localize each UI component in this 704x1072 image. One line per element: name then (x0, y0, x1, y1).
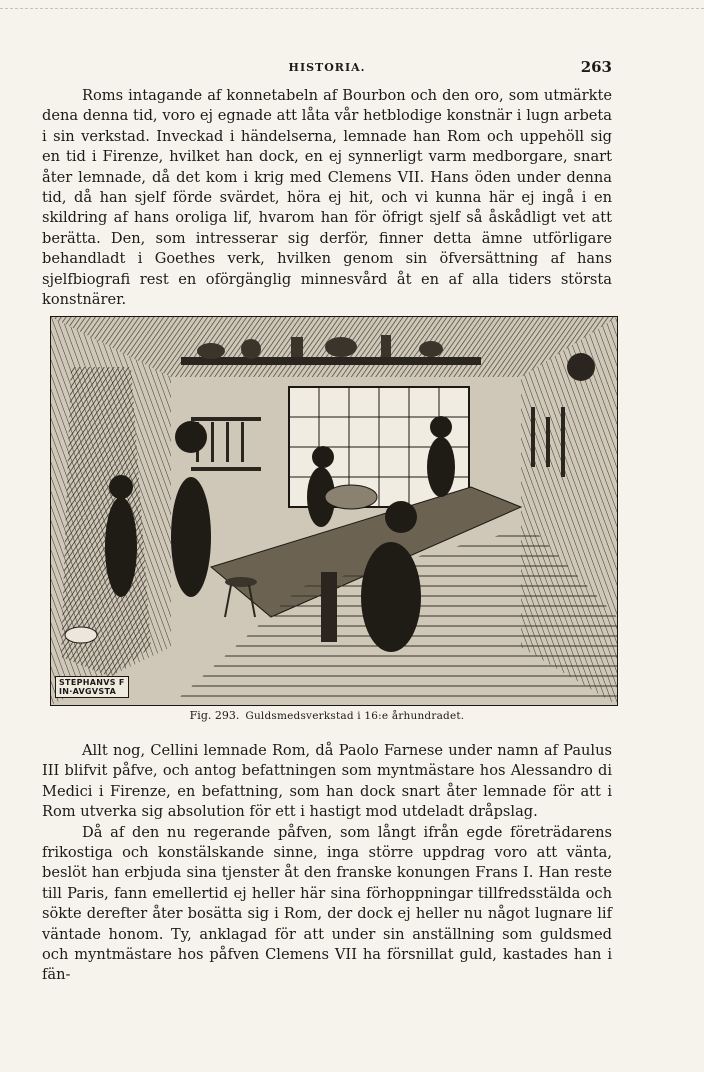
anvil (321, 572, 337, 642)
text-block-bottom (42, 741, 612, 986)
engraver-signature: STEPHANVS F IN·AVGVSTA (55, 676, 129, 698)
workshop-engraving (51, 317, 617, 705)
paragraph: Allt nog, Cellini lemnade Rom, då Paolo Farnese under namn af Paulus III blifvit påfve, och antog befattningen som myntmästare hos Alessandro di Medici i Firenze, en befattning, som han dock snart åter lemnade för att i Rom utverka sig absolution för ett i hastigt mod utdeladt dråpslag. (42, 742, 612, 821)
page-top-rule (0, 8, 704, 9)
page-number: 263 (580, 58, 612, 76)
running-header (42, 58, 612, 80)
basin (65, 627, 97, 643)
engraving-illustration (50, 316, 618, 706)
running-title: HISTORIA. (288, 61, 366, 74)
paragraph: Då af den nu regerande påfven, som långt ifrån egde företrädarens frikostiga och konstälskande sinne, inga större uppdrag voro att vänta, beslöt han erbjuda sina tjenster åt den franske konungen Frans I. Han reste till Paris, fann emellertid ej heller här sina förhoppningar tillfredsstälda och sökte derefter åter bosätta sig i Rom, der dock ej heller nu något lugnare lif väntade honom. Ty, anklagad för att under sin anställning som guldsmed och myntmästare hos påfven Clemens VII ha försnillat guld, kastades han i fän- (42, 823, 612, 984)
figure-number: Fig. 293. (189, 709, 240, 722)
text-block-top (42, 86, 612, 310)
stool (225, 577, 257, 587)
figure-caption-text: Guldsmedsverkstad i 16:e århundradet. (245, 710, 465, 722)
figure-caption (42, 709, 612, 722)
paragraph: Roms intagande af konnetabeln af Bourbon och den oro, som utmärkte dena denna tid, voro ej egnade att låta vår hetblodige konstnär i lugn arbeta i sin verkstad. Inveckad i händelserna, lemnade han Rom och uppehöll sig en tid i Firenze, hvilket han dock, en ej synnerligt varm medborgare, snart åter lemnade, då det kom i krig med Clemens VII. Hans öden under denna tid, då han sjelf förde svärdet, höra ej hit, och vi kunna här ej ingå i en skildring af hans oroliga lif, hvarom han för öfrigt sjelf så åskådligt vet att berätta. Den, som intresserar sig derför, finner detta ämne utförligare behandladt i Goethes verk, hvilken genom sin öfversättning af hans sjelfbiografi rest en oförgänglig minnesvård åt en af alla tiders största konstnärer. (42, 87, 612, 309)
platter (325, 485, 377, 509)
shelf (181, 357, 481, 365)
